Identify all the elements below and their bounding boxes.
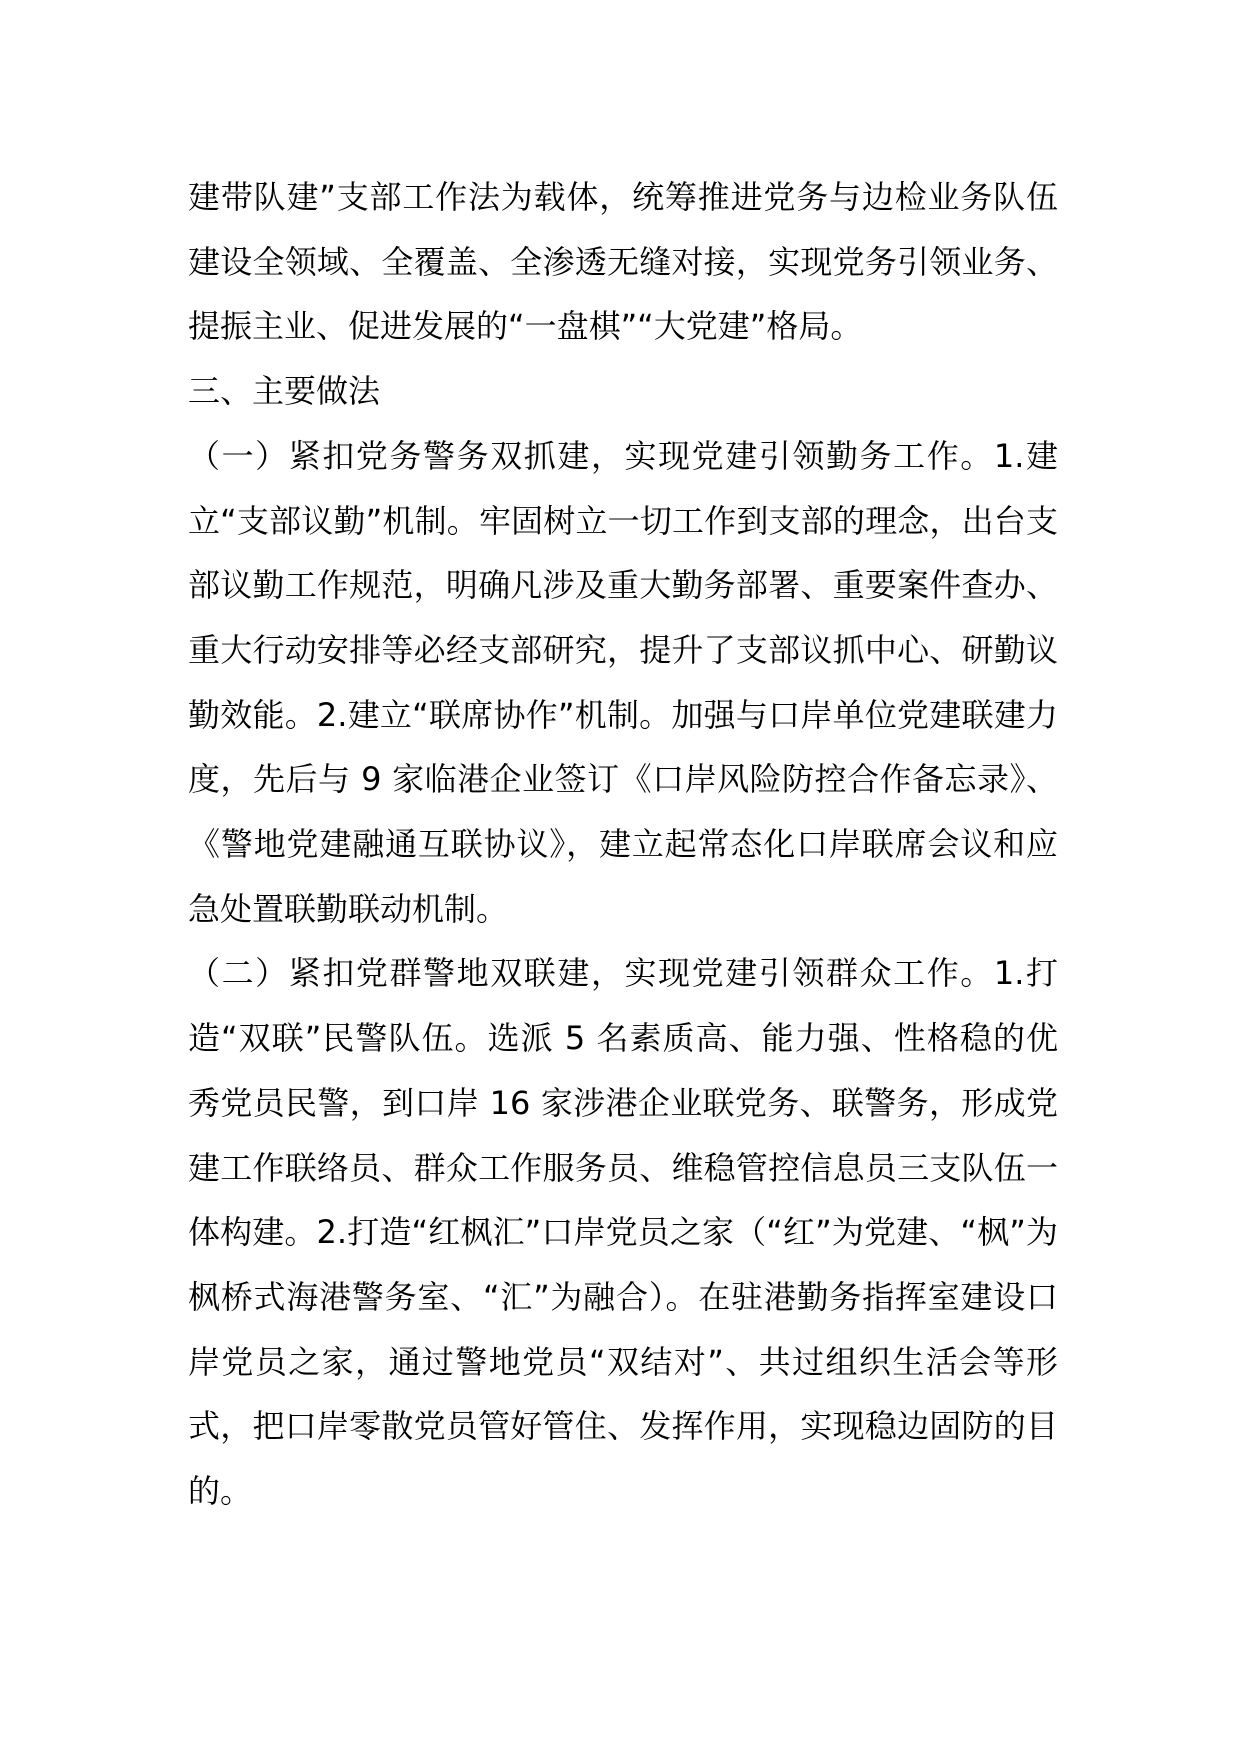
- paragraph-practice-1: （一）紧扣党务警务双抓建，实现党建引领勤务工作。1.建立“支部议勤”机制。牢固树立一切工作到支部的理念，出台支部议勤工作规范，明确凡涉及重大勤务部署、重要案件查办、重大行动安排等必经支部研究，提升了支部议抓中心、研勤议勤效能。2.建立“联席协作”机制。加强与口岸单位党建联建力度，先后与 9 家临港企业签订《口岸风险防控合作备忘录》、《警地党建融通互联协议》，建立起常态化口岸联席会议和应急处置联勤联动机制。: [188, 436, 1058, 928]
- section-heading: 三、主要做法: [188, 372, 381, 411]
- paragraph-continuation: 建带队建”支部工作法为载体，统筹推进党务与边检业务队伍建设全领域、全覆盖、全渗透无缝对接，实现党务引领业务、提振主业、促进发展的“一盘棋”“大党建”格局。: [188, 178, 1058, 346]
- paragraph-practice-2: （二）紧扣党群警地双联建，实现党建引领群众工作。1.打造“双联”民警队伍。选派 5 名素质高、能力强、性格稳的优秀党员民警，到口岸 16 家涉港企业联党务、联警务，形成党建工作联络员、群众工作服务员、维稳管控信息员三支队伍一体构建。2.打造“红枫汇”口岸党员之家（“红”为党建、“枫”为枫桥式海港警务室、“汇”为融合）。在驻港勤务指挥室建设口岸党员之家，通过警地党员“双结对”、共过组织生活会等形式，把口岸零散党员管好管住、发挥作用，实现稳边固防的目的。: [188, 954, 1058, 1511]
- body-text: [188, 165, 1058, 1524]
